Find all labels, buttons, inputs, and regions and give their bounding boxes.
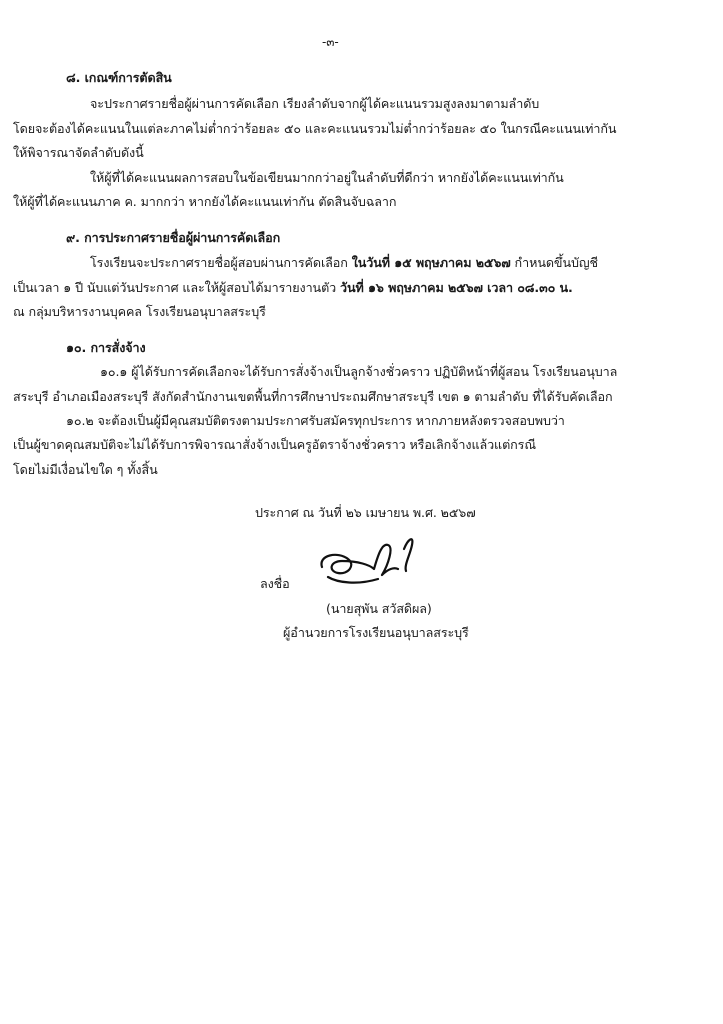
section-8-paragraph-line: โดยจะต้องได้คะแนนในแต่ละภาคไม่ต่ำกว่าร้อยละ ๕๐ และคะแนนรวมไม่ต่ำกว่าร้อยละ ๕๐ ในกรณีคะแนนเท่ากัน [13, 121, 617, 136]
section-10-paragraph-line: ๑๐.๒ จะต้องเป็นผู้มีคุณสมบัติตรงตามประกาศรับสมัครทุกประการ หากภายหลังตรวจสอบพบว่า [66, 413, 565, 428]
section-10-paragraph-line: โดยไม่มีเงื่อนไขใด ๆ ทั้งสิ้น [13, 462, 158, 477]
sign-label: ลงชื่อ [260, 576, 290, 591]
announcement-date: ในวันที่ ๑๕ พฤษภาคม ๒๕๖๗ [351, 255, 511, 270]
section-9-paragraph-line [13, 280, 573, 296]
page-number: -๓- [322, 35, 339, 49]
section-8-paragraph-line: ให้พิจารณาจัดลำดับดังนี้ [13, 145, 144, 160]
section-9-paragraph-line: ณ กลุ่มบริหารงานบุคคล โรงเรียนอนุบาลสระบุรี [13, 304, 266, 319]
section-10-paragraph-line: ๑๐.๑ ผู้ได้รับการคัดเลือกจะได้รับการสั่งจ้างเป็นลูกจ้างชั่วคราว ปฏิบัติหน้าที่ผู้สอน โรงเรียนอนุบาล [100, 364, 618, 379]
section-10-paragraph-line: เป็นผู้ขาดคุณสมบัติจะไม่ได้รับการพิจารณาสั่งจ้างเป็นครูอัตราจ้างชั่วคราว หรือเลิกจ้างแล้วแต่กรณี [13, 437, 536, 452]
section-9-text: โรงเรียนจะประกาศรายชื่อผู้สอบผ่านการคัดเลือก [90, 255, 352, 270]
section-9-heading: ๙. การประกาศรายชื่อผู้ผ่านการคัดเลือก [66, 230, 281, 245]
section-10-paragraph-line: สระบุรี อำเภอเมืองสระบุรี สังกัดสำนักงานเขตพื้นที่การศึกษาประถมศึกษาสระบุรี เขต ๑ ตามลำดับ ที่ได้รับคัดเลือก [13, 389, 613, 404]
section-9-text: เป็นเวลา ๑ ปี นับแต่วันประกาศ และให้ผู้สอบได้มารายงานตัว [13, 280, 341, 295]
section-10-heading: ๑๐. การสั่งจ้าง [66, 340, 146, 355]
section-9-paragraph-line [90, 255, 598, 271]
section-8-paragraph-line: จะประกาศรายชื่อผู้ผ่านการคัดเลือก เรียงลำดับจากผู้ได้คะแนนรวมสูงลงมาตามลำดับ [90, 96, 540, 111]
signer-name: (นายสุพัน สวัสดิผล) [326, 601, 432, 616]
announcement-date-line: ประกาศ ณ วันที่ ๒๖ เมษายน พ.ศ. ๒๕๖๗ [255, 505, 476, 520]
section-9-text: กำหนดขึ้นบัญชี [510, 255, 598, 270]
section-8-paragraph-line: ให้ผู้ที่ได้คะแนนภาค ค. มากกว่า หากยังได้คะแนนเท่ากัน ตัดสินจับฉลาก [13, 194, 397, 209]
section-8-heading: ๘. เกณฑ์การตัดสิน [66, 70, 172, 85]
signer-title: ผู้อำนวยการโรงเรียนอนุบาลสระบุรี [283, 625, 469, 640]
report-date: วันที่ ๑๖ พฤษภาคม ๒๕๖๗ เวลา ๐๘.๓๐ น. [340, 280, 573, 295]
section-8-paragraph-line: ให้ผู้ที่ได้คะแนนผลการสอบในข้อเขียนมากกว่าอยู่ในลำดับที่ดีกว่า หากยังได้คะแนนเท่ากัน [90, 170, 564, 185]
handwritten-signature [308, 525, 438, 605]
